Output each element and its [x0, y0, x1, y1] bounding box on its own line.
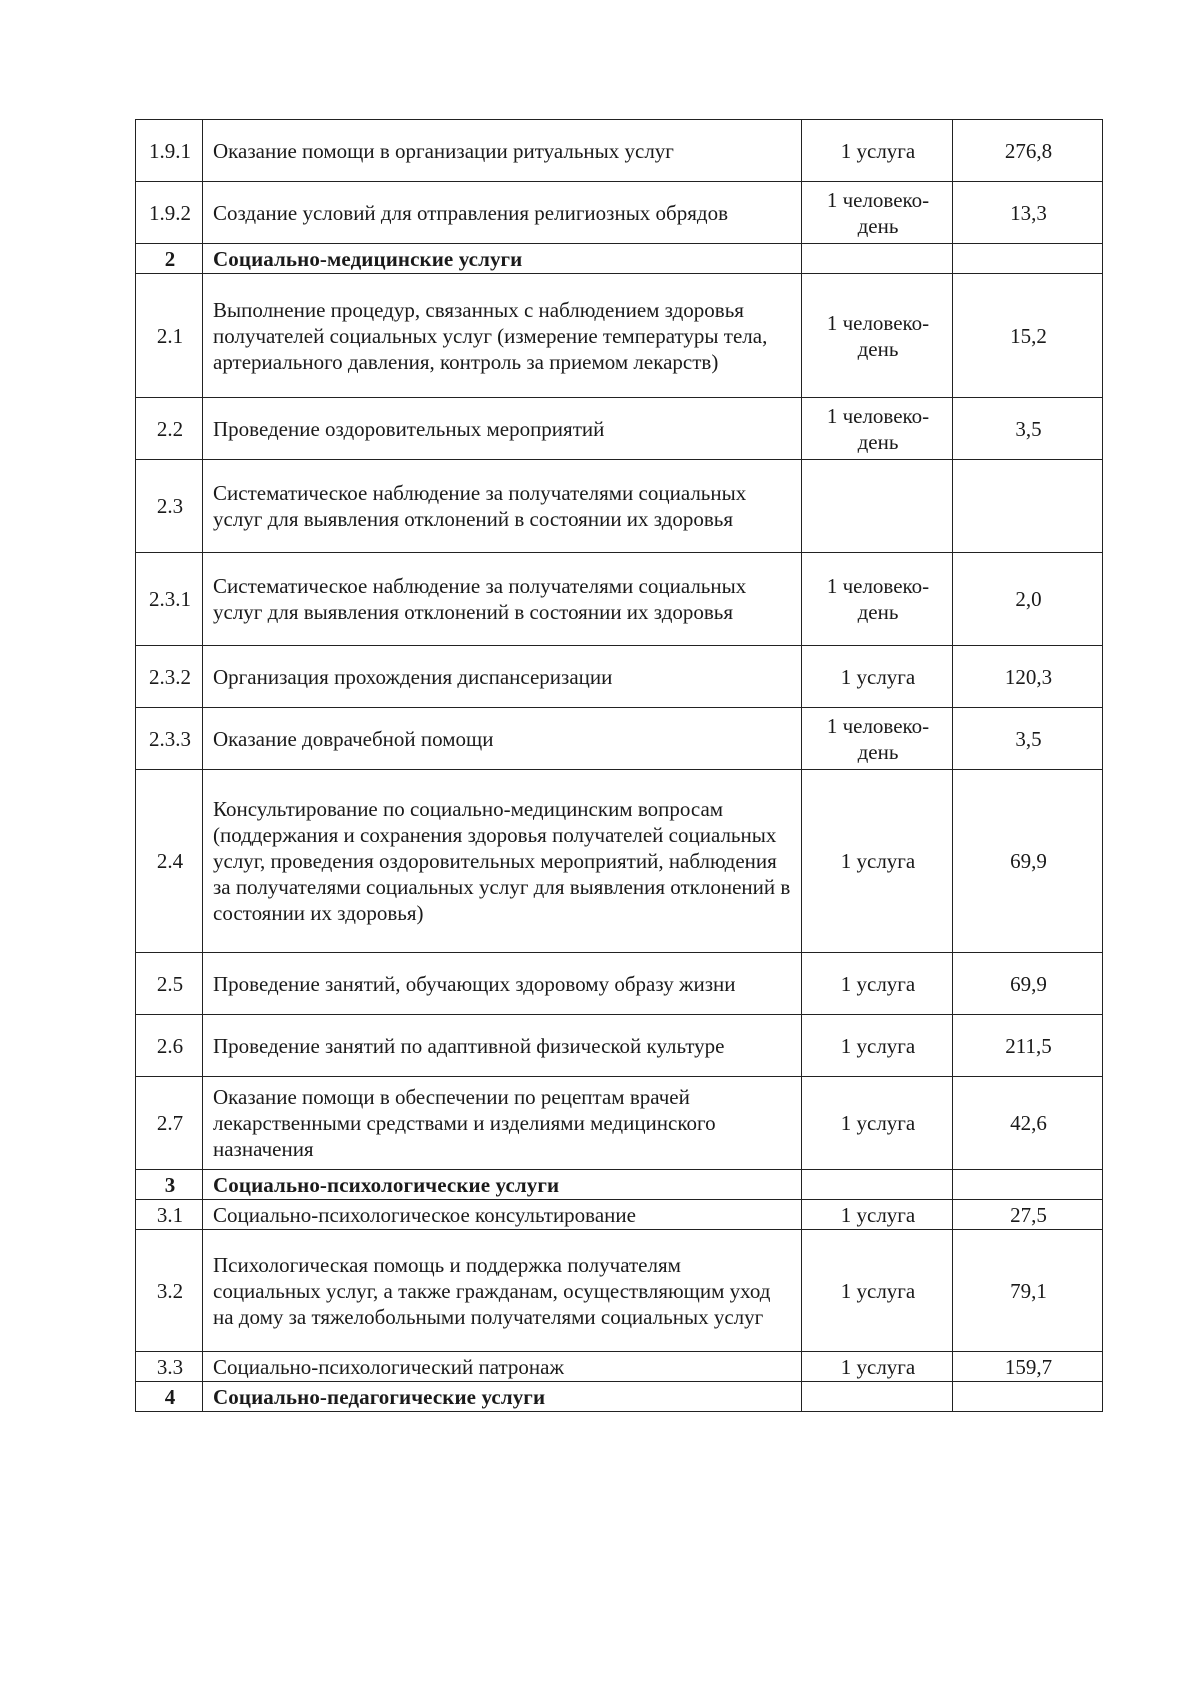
service-price: 159,7 — [953, 1352, 1103, 1382]
table-row — [136, 1230, 1103, 1352]
table-body — [136, 120, 1103, 1412]
table-row — [136, 460, 1103, 553]
service-name: Выполнение процедур, связанных с наблюдением здоровья получателей социальных услуг (измерение температуры тела, артериального давления, контроль за приемом лекарств) — [203, 274, 802, 398]
table-row — [136, 1352, 1103, 1382]
table-row — [136, 274, 1103, 398]
service-price — [953, 1170, 1103, 1200]
service-name: Систематическое наблюдение за получателями социальных услуг для выявления отклонений в состоянии их здоровья — [203, 460, 802, 553]
section-row — [136, 244, 1103, 274]
service-name: Социально-психологическое консультирование — [203, 1200, 802, 1230]
table-row — [136, 1015, 1103, 1077]
service-unit: 1 услуга — [802, 120, 953, 182]
service-name: Оказание помощи в организации ритуальных услуг — [203, 120, 802, 182]
row-number: 1.9.1 — [136, 120, 203, 182]
section-row — [136, 1170, 1103, 1200]
table-row — [136, 708, 1103, 770]
row-number: 2.3.2 — [136, 646, 203, 708]
service-unit: 1 услуга — [802, 770, 953, 953]
table-row — [136, 770, 1103, 953]
row-number: 3.3 — [136, 1352, 203, 1382]
service-name: Психологическая помощь и поддержка получателям социальных услуг, а также гражданам, осуществляющим уход на дому за тяжелобольными получателями социальных услуг — [203, 1230, 802, 1352]
service-price: 211,5 — [953, 1015, 1103, 1077]
service-name: Консультирование по социально-медицинским вопросам (поддержания и сохранения здоровья получателей социальных услуг, проведения оздоровительных мероприятий, наблюдения за получателями социальных услуг для выявления отклонений в состоянии их здоровья) — [203, 770, 802, 953]
section-row — [136, 1382, 1103, 1412]
service-name: Проведение занятий, обучающих здоровому образу жизни — [203, 953, 802, 1015]
row-number: 2.7 — [136, 1077, 203, 1170]
table-row — [136, 1200, 1103, 1230]
service-price: 2,0 — [953, 553, 1103, 646]
service-unit: 1 услуга — [802, 1352, 953, 1382]
table-row — [136, 182, 1103, 244]
service-price: 69,9 — [953, 770, 1103, 953]
row-number: 2.3.1 — [136, 553, 203, 646]
table-row — [136, 646, 1103, 708]
service-price: 15,2 — [953, 274, 1103, 398]
service-unit: 1 человеко-день — [802, 708, 953, 770]
service-price — [953, 244, 1103, 274]
service-price: 79,1 — [953, 1230, 1103, 1352]
table-row — [136, 953, 1103, 1015]
section-number: 3 — [136, 1170, 203, 1200]
row-number: 2.1 — [136, 274, 203, 398]
row-number: 2.3.3 — [136, 708, 203, 770]
row-number: 3.2 — [136, 1230, 203, 1352]
service-unit: 1 услуга — [802, 1200, 953, 1230]
row-number: 2.2 — [136, 398, 203, 460]
service-unit: 1 услуга — [802, 1015, 953, 1077]
service-price — [953, 1382, 1103, 1412]
service-name: Проведение оздоровительных мероприятий — [203, 398, 802, 460]
table-row — [136, 398, 1103, 460]
table-row — [136, 553, 1103, 646]
service-name: Социально-психологический патронаж — [203, 1352, 802, 1382]
service-unit: 1 услуга — [802, 953, 953, 1015]
service-name: Организация прохождения диспансеризации — [203, 646, 802, 708]
row-number: 1.9.2 — [136, 182, 203, 244]
section-number: 2 — [136, 244, 203, 274]
service-price: 13,3 — [953, 182, 1103, 244]
row-number: 2.5 — [136, 953, 203, 1015]
section-number: 4 — [136, 1382, 203, 1412]
service-name: Проведение занятий по адаптивной физической культуре — [203, 1015, 802, 1077]
service-unit — [802, 1382, 953, 1412]
service-name: Создание условий для отправления религиозных обрядов — [203, 182, 802, 244]
row-number: 2.6 — [136, 1015, 203, 1077]
row-number: 2.4 — [136, 770, 203, 953]
section-title: Социально-педагогические услуги — [203, 1382, 802, 1412]
table-row — [136, 120, 1103, 182]
service-unit: 1 человеко-день — [802, 274, 953, 398]
service-unit: 1 человеко-день — [802, 398, 953, 460]
row-number: 2.3 — [136, 460, 203, 553]
service-price: 69,9 — [953, 953, 1103, 1015]
service-price: 27,5 — [953, 1200, 1103, 1230]
service-name: Оказание помощи в обеспечении по рецептам врачей лекарственными средствами и изделиями медицинского назначения — [203, 1077, 802, 1170]
row-number: 3.1 — [136, 1200, 203, 1230]
service-price — [953, 460, 1103, 553]
service-unit: 1 услуга — [802, 646, 953, 708]
service-unit: 1 человеко-день — [802, 553, 953, 646]
service-unit — [802, 1170, 953, 1200]
services-tariff-table — [135, 119, 1103, 1412]
service-name: Систематическое наблюдение за получателями социальных услуг для выявления отклонений в состоянии их здоровья — [203, 553, 802, 646]
service-price: 120,3 — [953, 646, 1103, 708]
table-row — [136, 1077, 1103, 1170]
service-price: 3,5 — [953, 708, 1103, 770]
service-price: 3,5 — [953, 398, 1103, 460]
service-unit: 1 услуга — [802, 1077, 953, 1170]
service-unit: 1 услуга — [802, 1230, 953, 1352]
service-unit — [802, 244, 953, 274]
service-unit: 1 человеко-день — [802, 182, 953, 244]
service-unit — [802, 460, 953, 553]
section-title: Социально-психологические услуги — [203, 1170, 802, 1200]
service-name: Оказание доврачебной помощи — [203, 708, 802, 770]
service-price: 276,8 — [953, 120, 1103, 182]
service-price: 42,6 — [953, 1077, 1103, 1170]
section-title: Социально-медицинские услуги — [203, 244, 802, 274]
